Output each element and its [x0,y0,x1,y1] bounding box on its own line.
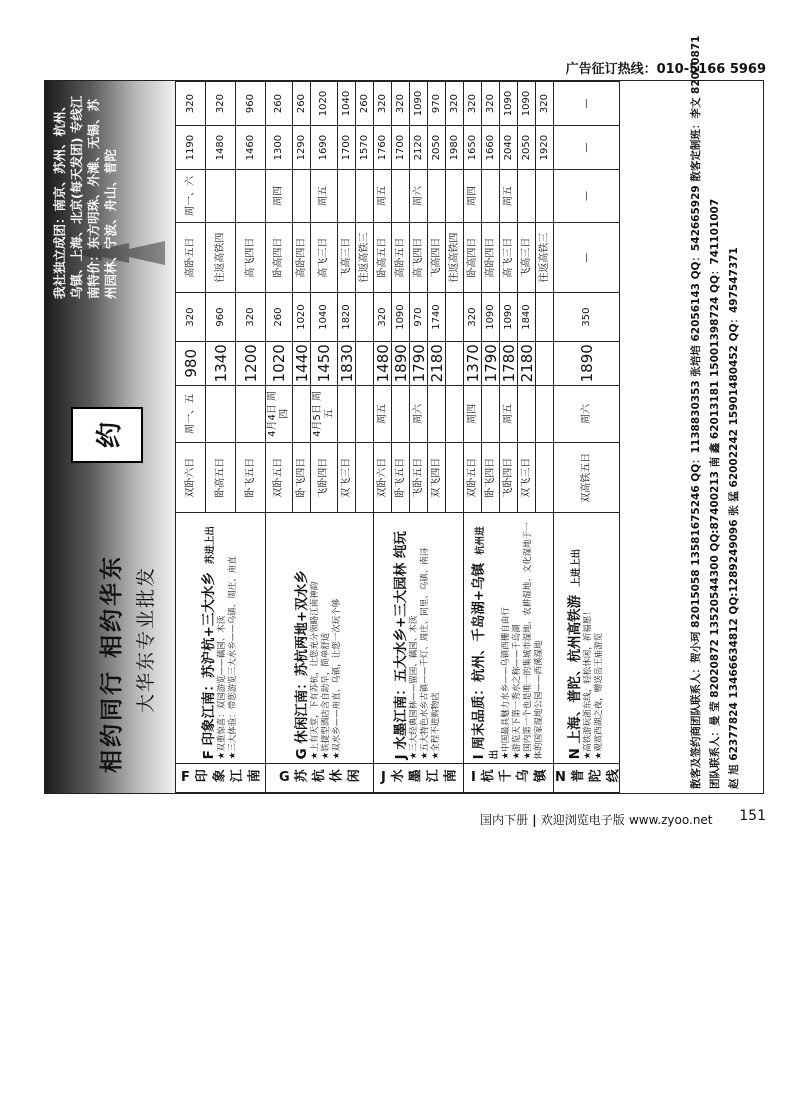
company-logo: 约 [71,407,143,463]
cell-t2: — [554,222,620,292]
route-title [296,517,310,759]
cell-p3: 1570 [356,126,374,170]
bottom-text: 欢迎浏览电子版 [540,813,625,827]
cell-p1: 1790 [482,341,500,385]
cell-p1: 1020 [266,341,293,385]
route-bullet: ★三大经典园林——留园、藕园、木渎 [409,615,419,760]
cell-day: 4月4日 周四 [266,385,293,442]
cell-p2: 1040 [311,293,338,341]
contact-line-1: 散客及签约商团队联系人：贺小珂 82015058 13581675246 QQ：1138830353 张培培 62056143 QQ：542665929 散客定制班：李文 82020871 [690,35,702,789]
cell-d2: 周五 [311,170,338,223]
cell-day: 周六 [410,385,428,442]
ad-hotline: 广告征订热线：010-5166 5969 [565,62,766,77]
cell-day: 周五 [500,385,518,442]
cell-p3: 1700 [392,126,410,170]
cell-p1: 1340 [206,341,236,385]
cell-p2 [356,293,374,341]
cell-t2: 往返高铁三 [536,222,554,292]
cell-p4: — [554,82,620,126]
cell-p3: 1190 [176,126,206,170]
cell-p3: 1980 [446,126,464,170]
cell-p4: 320 [392,82,410,126]
route-title-text: J 水墨江南：五大水乡+三大园林 纯玩 [393,531,409,760]
cell-t2: 卧高五日 [374,222,392,292]
cell-p4: 1090 [518,82,536,126]
route-description [266,513,374,764]
cell-p1: 1890 [392,341,410,385]
cell-t2: 卧高四日 [464,222,482,292]
cell-p1 [536,341,554,385]
route-title [395,517,409,759]
route-title-text: G 休闲江南：苏杭两地+双水乡 [294,570,310,760]
banner [45,81,175,793]
route-row [554,82,620,793]
cell-day [392,385,410,442]
cell-d2: 周四 [266,170,293,223]
cell-p3: 1480 [206,126,236,170]
route-bullet: ★全程不进购物店 [431,692,441,760]
cell-t2: 卧高四日 [266,222,293,292]
cell-p3: 2040 [500,126,518,170]
cell-day [518,385,536,442]
cell-p4: 260 [356,82,374,126]
route-row [464,82,482,793]
cell-p3: 1300 [266,126,293,170]
bottom-bar: 国内下册 | 欢迎浏览电子版 www.zyoo.net [480,813,713,827]
cell-d2 [206,170,236,223]
route-title-text: I 周末品质：杭州、千岛湖+乌镇 [470,562,487,760]
cell-p3: 1690 [311,126,338,170]
cell-d2 [428,170,446,223]
cell-train: 双高铁五日 [554,443,620,513]
cell-train: 卧高五日 [206,443,236,513]
route-suffix: 苏进上出 [204,526,216,565]
cell-t2: 高飞四日 [410,222,428,292]
cell-p1: 2180 [518,341,536,385]
cell-day: 周一、五 [176,385,206,442]
cell-p4: 970 [428,82,446,126]
cell-p4: 1020 [311,82,338,126]
cell-p4: 320 [176,82,206,126]
cell-train: 卧飞四日 [482,443,500,513]
cell-d2 [392,170,410,223]
cell-t2: 飞高四日 [428,222,446,292]
route-bullet: ★中国最具魅力水乡——乌镇西栅自由行 [500,607,511,760]
cell-p4: 320 [206,82,236,126]
cell-p4: 320 [464,82,482,126]
route-suffix: 上进上出 [570,548,582,587]
cell-p2: 320 [236,293,266,341]
cell-p3: — [554,126,620,170]
route-row [266,82,293,793]
route-title-text: F 印象江南：苏沪杭+三大水乡 [200,572,217,760]
route-category: I 杭 千 乌 镇 [464,764,554,793]
cell-p3: 2120 [410,126,428,170]
route-category: J 水 墨 江 南 [374,764,464,793]
cell-d2 [518,170,536,223]
cell-d2 [482,170,500,223]
cell-train: 飞卧五日 [410,443,428,513]
route-category: N 普 陀 线 [554,764,620,793]
cell-d2 [293,170,311,223]
cell-p2: 970 [410,293,428,341]
contact-footer [687,35,763,793]
cell-p2: 350 [554,293,620,341]
cell-train: 卧飞四日 [293,443,311,513]
cell-p2: 1820 [338,293,356,341]
cell-t2: 往返高铁三 [356,222,374,292]
cell-t2: 往返高铁四 [206,222,236,292]
cell-t2: 高卧四日 [293,222,311,292]
cell-p2: 1090 [392,293,410,341]
cell-p3: 1460 [236,126,266,170]
cell-p2: 320 [176,293,206,341]
cell-day [338,385,356,442]
route-title [200,517,217,760]
cell-d2: 周一、六 [176,170,206,223]
cell-p4: 1090 [500,82,518,126]
cell-p1: 1780 [500,341,518,385]
cell-p2: 1740 [428,293,446,341]
contact-line-3: 赵 旭 62377824 13466634812 QQ:1289249096 张 猛 62002242 15901480452 QQ：497547371 [728,247,740,789]
route-category: G 苏 杭 休 闲 [266,764,374,793]
cell-train: 双卧六日 [374,443,392,513]
cell-p1: 1890 [554,341,620,385]
route-bullet: ★铁捷型酒店含自助早，简单舒适 [321,632,331,760]
route-row [374,82,392,793]
cell-p2: 320 [374,293,392,341]
cell-p2 [536,293,554,341]
cell-p4: 320 [446,82,464,126]
cell-d2 [536,170,554,223]
cell-p4: 260 [266,82,293,126]
route-description [176,513,266,764]
cell-train [356,443,374,513]
cell-p1: 2180 [428,341,446,385]
cell-train: 双卧五日 [464,443,482,513]
cell-p1 [356,341,374,385]
cell-p3: 1660 [482,126,500,170]
route-description [374,513,464,764]
cell-p4: 320 [374,82,392,126]
cell-day: 周六 [554,385,620,442]
cell-p4: 1090 [410,82,428,126]
cell-t2: 高飞三日 [311,222,338,292]
route-bullet: ★上有天堂，下有苏杭，让您充分领略江南神韵 [310,581,320,760]
cell-p1: 1200 [236,341,266,385]
cell-p1: 1450 [311,341,338,385]
route-suffix: 杭州进出 [474,526,500,760]
cell-day [428,385,446,442]
banner-subtitle: 大华东专业批发 [135,565,157,713]
cell-t2: 飞高三日 [338,222,356,292]
route-title [566,517,583,760]
route-title-text: N 上海、普陀、杭州高铁游 [566,594,583,760]
cell-p2: 1840 [518,293,536,341]
cell-p4: 260 [293,82,311,126]
banner-slogan: 相约同行 相约华东 [98,553,125,773]
cell-p2: 1090 [482,293,500,341]
cell-train [446,443,464,513]
route-bullet: ★高铁游玩浙东线，轻松休闲，祈福愿！ [582,607,593,760]
route-bullet: ★游览天下第一秀水之称——千岛湖 [511,624,522,760]
cell-t2: 飞高三日 [518,222,536,292]
cell-p3: 1290 [293,126,311,170]
cell-train: 卧飞五日 [236,443,266,513]
route-bullet: ★五大特色水乡古镇——千灯、周庄、同里、乌镇、南浔 [420,547,430,760]
cell-day: 4月5日 周五 [311,385,338,442]
cell-t2: 高飞四日 [236,222,266,292]
cell-p1: 1830 [338,341,356,385]
section-label: 国内下册 [480,813,529,827]
route-row [176,82,206,793]
cell-p3: 2050 [428,126,446,170]
cell-p2: 260 [266,293,293,341]
cell-p1 [446,341,464,385]
cell-p1: 1370 [464,341,482,385]
cell-t2: 高卧五日 [392,222,410,292]
contact-line-2: 团队联系人：曼 莹 82020872 13520544300 QQ:87400213 南 鑫 62013181 15001398724 QQ：741101007 [709,198,721,789]
cell-p1: 1480 [374,341,392,385]
cell-d2: — [554,170,620,223]
route-bullet: ★观赏西湖之夜，赠送岳王庙游览 [593,632,604,760]
cell-train: 双卧五日 [266,443,293,513]
cell-d2: 周四 [464,170,482,223]
route-bullet: ★国内第一个也是唯一的集城市湿地、农耕湿地、文化湿地于一体的国家湿地公园——西溪湿地 [522,522,544,760]
cell-p4: 320 [482,82,500,126]
cell-p4: 1040 [338,82,356,126]
site-url[interactable]: www.zyoo.net [628,813,713,827]
cell-day: 周五 [374,385,392,442]
page-number: 151 [739,808,766,824]
cell-d2: 周六 [410,170,428,223]
cell-t2: 高卧五日 [176,222,206,292]
cell-p3: 2050 [518,126,536,170]
cell-p2 [446,293,464,341]
cell-train: 双飞三日 [518,443,536,513]
cell-d2: 周五 [374,170,392,223]
cell-day [482,385,500,442]
cell-p2: 320 [464,293,482,341]
cell-d2 [338,170,356,223]
route-category: F 印 象 江 南 [176,764,266,793]
route-bullet: ★双重惊喜：双园游览——藕园、木渎 [216,615,227,760]
cell-p3: 1700 [338,126,356,170]
cell-p3: 1650 [464,126,482,170]
cell-p1: 1790 [410,341,428,385]
route-description [554,513,620,764]
cell-train: 双飞三日 [338,443,356,513]
cell-t2: 高卧四日 [482,222,500,292]
cell-t2: 往返高铁四 [446,222,464,292]
cell-p3: 1920 [536,126,554,170]
cell-d2 [356,170,374,223]
cell-train: 双飞四日 [428,443,446,513]
cell-p3: 1760 [374,126,392,170]
cell-day [446,385,464,442]
cell-train [536,443,554,513]
banner-tagline: 我社独立成团：南京、苏州、杭州、乌镇、上海、北京(每天发团) 专线江南特价：东方明珠、外滩、无锡、苏州园林、宁波、舟山、普陀 [52,95,118,299]
cell-day [293,385,311,442]
cell-d2 [446,170,464,223]
cell-d2: 周五 [500,170,518,223]
cell-p2: 1090 [500,293,518,341]
cell-d2 [236,170,266,223]
schedule-table [175,81,620,793]
cell-p1: 980 [176,341,206,385]
cell-train: 双卧六日 [176,443,206,513]
cell-p1: 1440 [293,341,311,385]
cell-train: 卧飞五日 [392,443,410,513]
cell-day [536,385,554,442]
cell-t2: 高飞三日 [500,222,518,292]
cell-day: 周四 [464,385,482,442]
cell-p2: 1020 [293,293,311,341]
cell-day [206,385,236,442]
cell-train: 飞卧四日 [500,443,518,513]
route-bullet: ★双水乡——甪直、乌镇，让您一次玩个够 [332,598,342,760]
route-title [470,517,501,760]
cell-p4: 960 [236,82,266,126]
cell-day [236,385,266,442]
cell-train: 飞卧四日 [311,443,338,513]
route-description [464,513,554,764]
route-bullet: ★三大体验：带您游览三大水乡——乌镇、周庄、甪直 [227,556,238,760]
cell-p4: 320 [536,82,554,126]
cell-p2: 960 [206,293,236,341]
cell-day [356,385,374,442]
